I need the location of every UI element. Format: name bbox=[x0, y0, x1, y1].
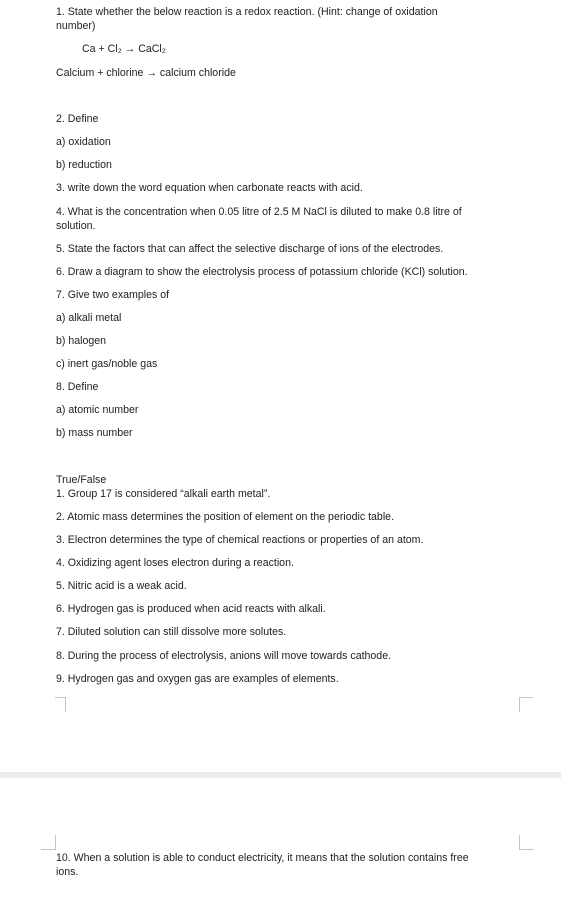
question-1-line-1: 1. State whether the below reaction is a redox reaction. (Hint: change of oxidation bbox=[56, 6, 438, 18]
true-false-item-10-line-1: 10. When a solution is able to conduct electricity, it means that the solution contains free bbox=[56, 852, 469, 864]
question-7a: a) alkali metal bbox=[56, 312, 122, 324]
question-8b: b) mass number bbox=[56, 427, 133, 439]
true-false-heading: True/False bbox=[56, 474, 107, 486]
question-2: 2. Define bbox=[56, 113, 99, 125]
true-false-item-4: 4. Oxidizing agent loses electron during a reaction. bbox=[56, 557, 294, 569]
page-margin-corner-bottom-left bbox=[41, 835, 56, 850]
true-false-item-6: 6. Hydrogen gas is produced when acid reacts with alkali. bbox=[56, 603, 326, 615]
question-1-line-2: number) bbox=[56, 20, 96, 32]
true-false-item-3: 3. Electron determines the type of chemical reactions or properties of an atom. bbox=[56, 534, 424, 546]
true-false-item-10-line-2: ions. bbox=[56, 866, 79, 878]
question-5: 5. State the factors that can affect the selective discharge of ions of the electrodes. bbox=[56, 243, 444, 255]
question-7b: b) halogen bbox=[56, 335, 107, 347]
question-4-line-2: solution. bbox=[56, 220, 96, 232]
true-false-item-9: 9. Hydrogen gas and oxygen gas are examples of elements. bbox=[56, 673, 339, 685]
question-3: 3. write down the word equation when carbonate reacts with acid. bbox=[56, 182, 363, 194]
question-6: 6. Draw a diagram to show the electrolysis process of potassium chloride (KCl) solution. bbox=[56, 266, 468, 278]
page-margin-corner-top-left bbox=[55, 697, 66, 712]
true-false-item-7: 7. Diluted solution can still dissolve more solutes. bbox=[56, 626, 287, 638]
question-8a: a) atomic number bbox=[56, 404, 139, 416]
question-8: 8. Define bbox=[56, 381, 99, 393]
question-2b: b) reduction bbox=[56, 159, 112, 171]
page-margin-corner-top-right bbox=[519, 697, 533, 712]
question-2a: a) oxidation bbox=[56, 136, 111, 148]
question-7c: c) inert gas/noble gas bbox=[56, 358, 158, 370]
true-false-item-1: 1. Group 17 is considered “alkali earth metal”. bbox=[56, 488, 271, 500]
chemical-equation: Ca + Cl₂ → CaCl₂ bbox=[82, 43, 166, 55]
document-page-2 bbox=[0, 778, 561, 904]
word-equation: Calcium + chlorine → calcium chloride bbox=[56, 67, 236, 79]
true-false-item-2: 2. Atomic mass determines the position of element on the periodic table. bbox=[56, 511, 395, 523]
question-4-line-1: 4. What is the concentration when 0.05 litre of 2.5 M NaCl is diluted to make 0.8 litre of bbox=[56, 206, 462, 218]
true-false-item-5: 5. Nitric acid is a weak acid. bbox=[56, 580, 187, 592]
page-margin-corner-bottom-right bbox=[519, 835, 534, 850]
question-7: 7. Give two examples of bbox=[56, 289, 170, 301]
true-false-item-8: 8. During the process of electrolysis, anions will move towards cathode. bbox=[56, 650, 392, 662]
